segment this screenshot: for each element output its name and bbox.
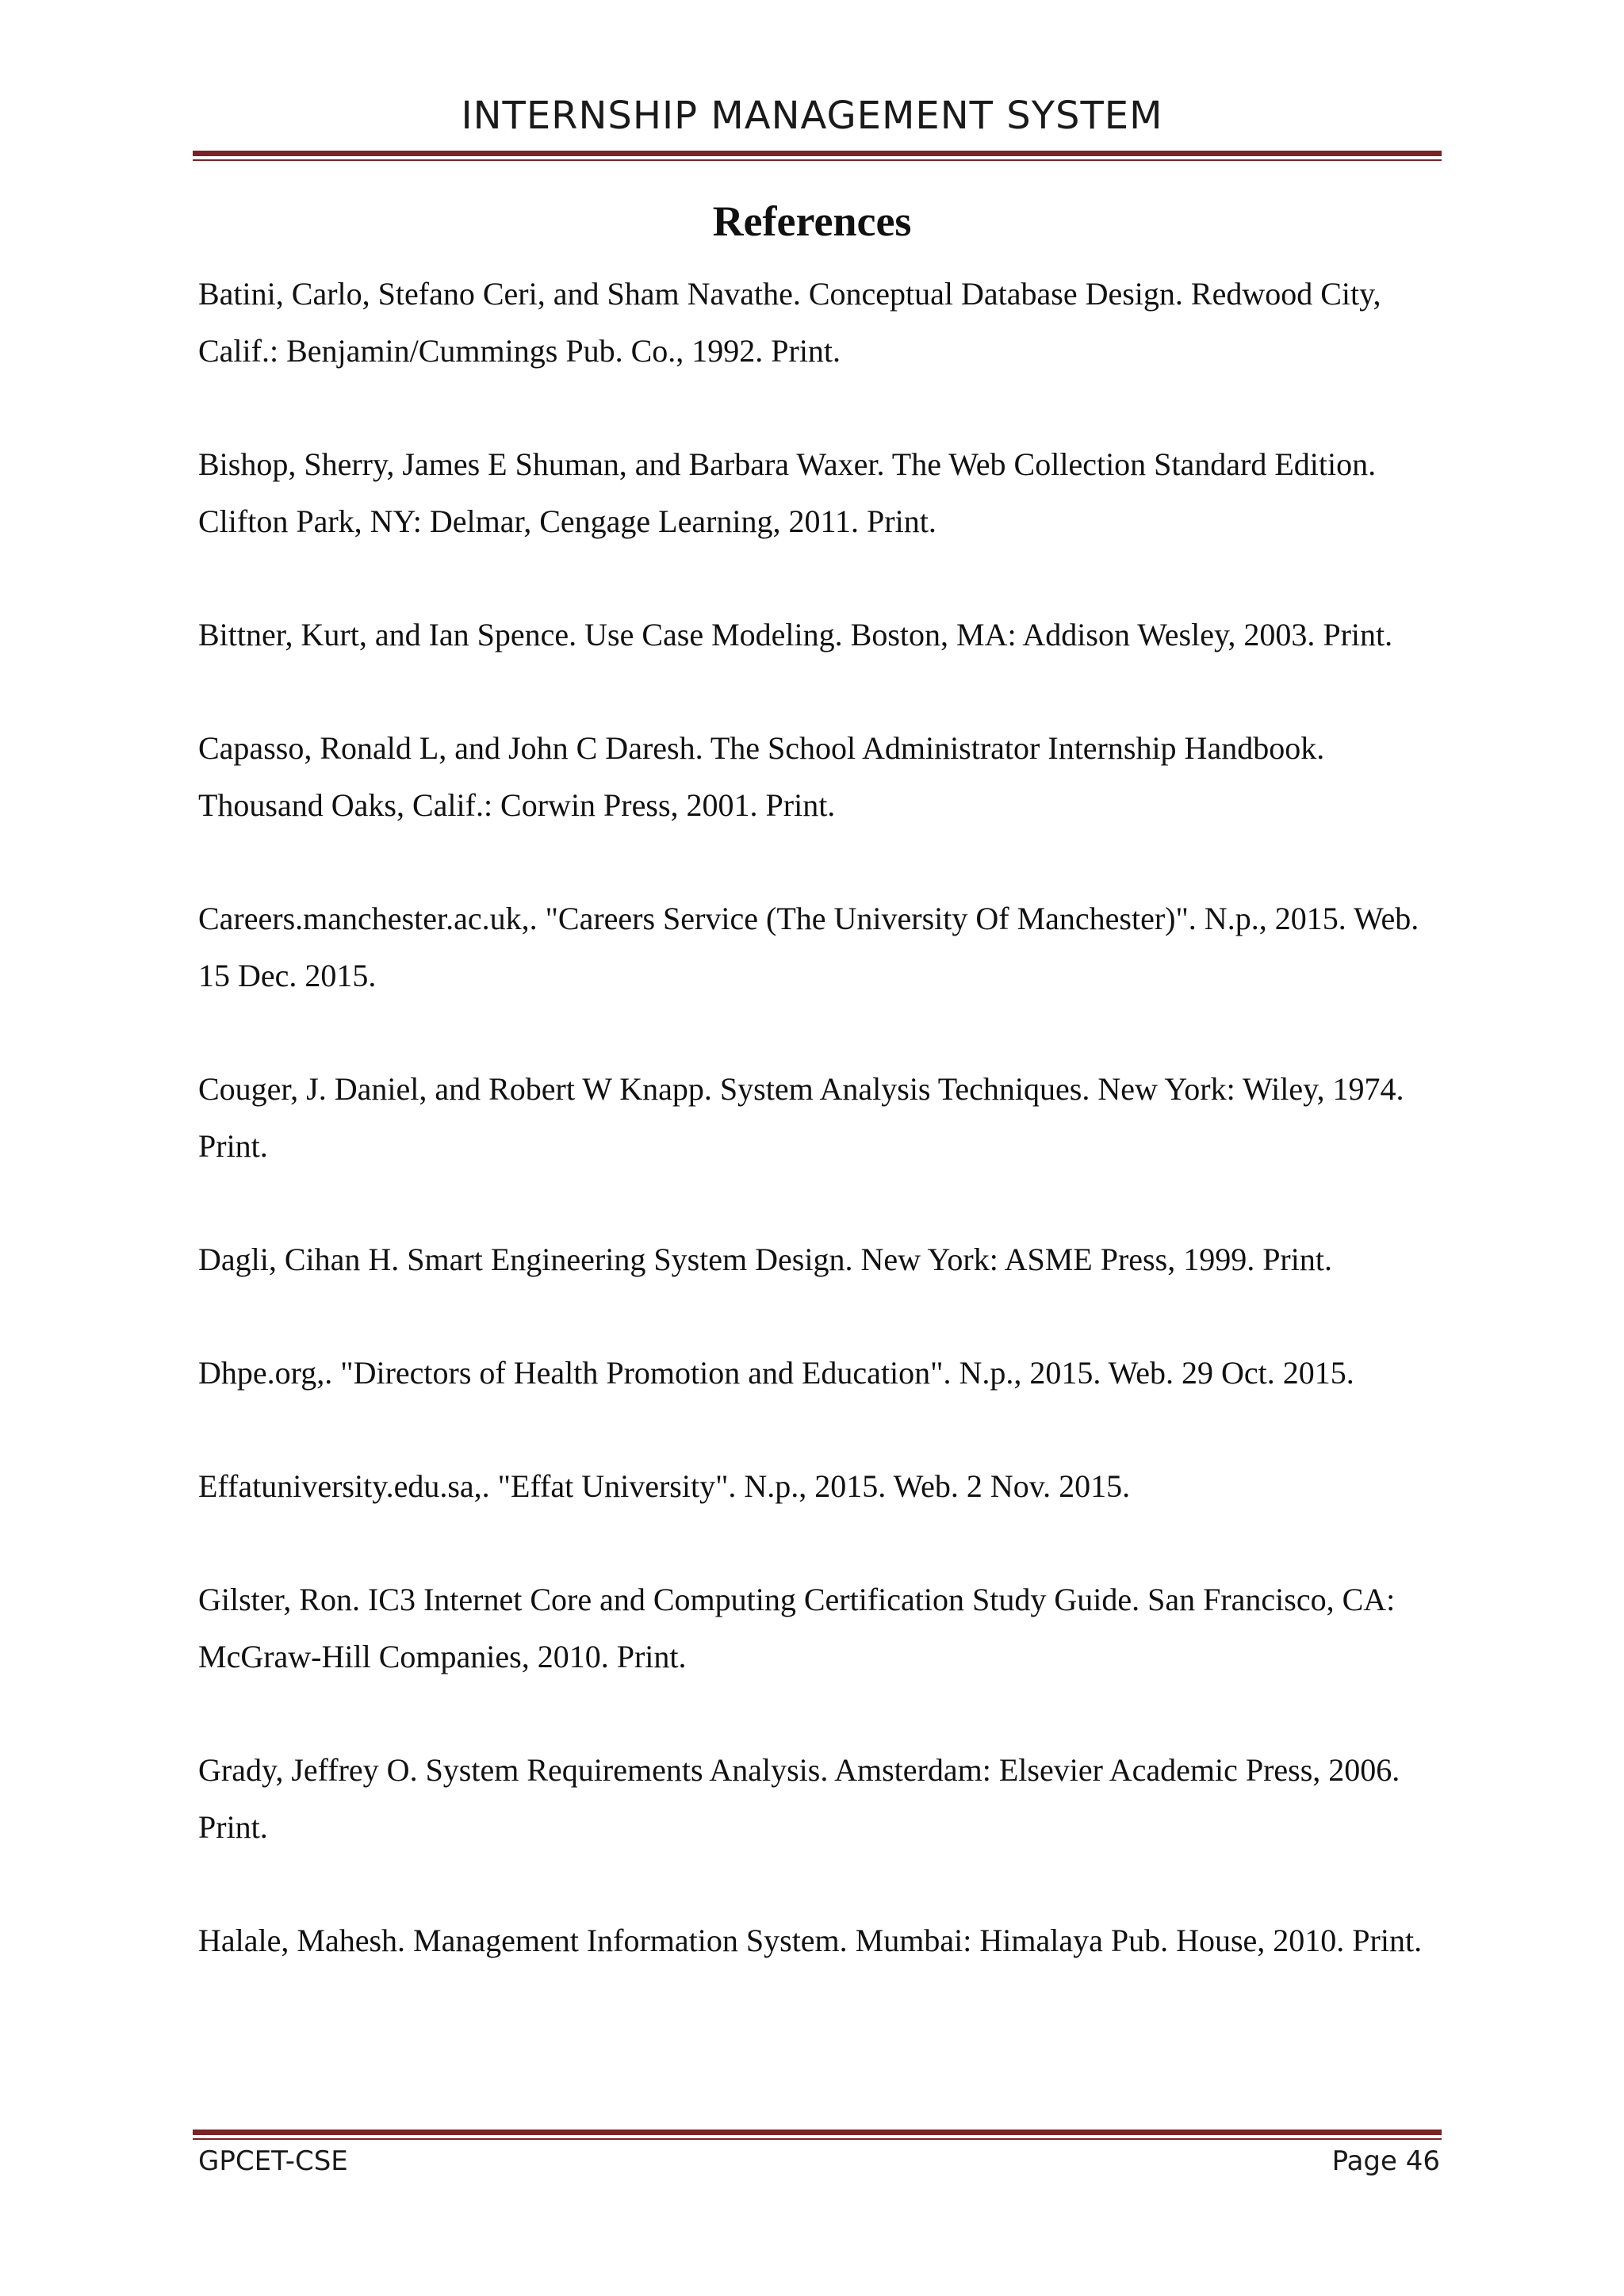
reference-item: Batini, Carlo, Stefano Ceri, and Sham Navathe. Conceptual Database Design. Redwood City, Calif.: Benjamin/Cummings Pub. Co., 1992. Print. xyxy=(198,276,1381,369)
reference-item: Gilster, Ron. IC3 Internet Core and Computing Certification Study Guide. San Francisco, CA: McGraw-Hill Companies, 2010. Print. xyxy=(198,1582,1396,1674)
references-list xyxy=(198,266,1447,2026)
reference-item: Bittner, Kurt, and Ian Spence. Use Case Modeling. Boston, MA: Addison Wesley, 2003. Print. xyxy=(198,617,1393,652)
running-header-title: INTERNSHIP MANAGEMENT SYSTEM xyxy=(461,94,1163,138)
header-rule xyxy=(193,151,1442,161)
reference-item: Careers.manchester.ac.uk,. "Careers Service (The University Of Manchester)". N.p., 2015. Web. 15 Dec. 2015. xyxy=(198,901,1419,993)
footer-rule xyxy=(193,2130,1442,2140)
footer-department: GPCET-CSE xyxy=(198,2145,348,2177)
page-title: References xyxy=(712,197,912,245)
reference-item: Couger, J. Daniel, and Robert W Knapp. System Analysis Techniques. New York: Wiley, 1974. Print. xyxy=(198,1071,1404,1164)
reference-item: Dagli, Cihan H. Smart Engineering System Design. New York: ASME Press, 1999. Print. xyxy=(198,1242,1332,1277)
reference-item: Halale, Mahesh. Management Information System. Mumbai: Himalaya Pub. House, 2010. Print. xyxy=(198,1923,1423,1958)
reference-item: Capasso, Ronald L, and John C Daresh. The School Administrator Internship Handbook. Thousand Oaks, Calif.: Corwin Press, 2001. Print. xyxy=(198,730,1325,823)
footer-page-number: Page 46 xyxy=(1331,2145,1440,2177)
reference-item: Dhpe.org,. "Directors of Health Promotion and Education". N.p., 2015. Web. 29 Oct. 2015. xyxy=(198,1355,1354,1391)
reference-item: Effatuniversity.edu.sa,. "Effat University". N.p., 2015. Web. 2 Nov. 2015. xyxy=(198,1468,1131,1504)
reference-item: Grady, Jeffrey O. System Requirements Analysis. Amsterdam: Elsevier Academic Press, 2006. Print. xyxy=(198,1752,1400,1845)
reference-item: Bishop, Sherry, James E Shuman, and Barbara Waxer. The Web Collection Standard Edition. Clifton Park, NY: Delmar, Cengage Learning, 2011. Print. xyxy=(198,446,1377,539)
